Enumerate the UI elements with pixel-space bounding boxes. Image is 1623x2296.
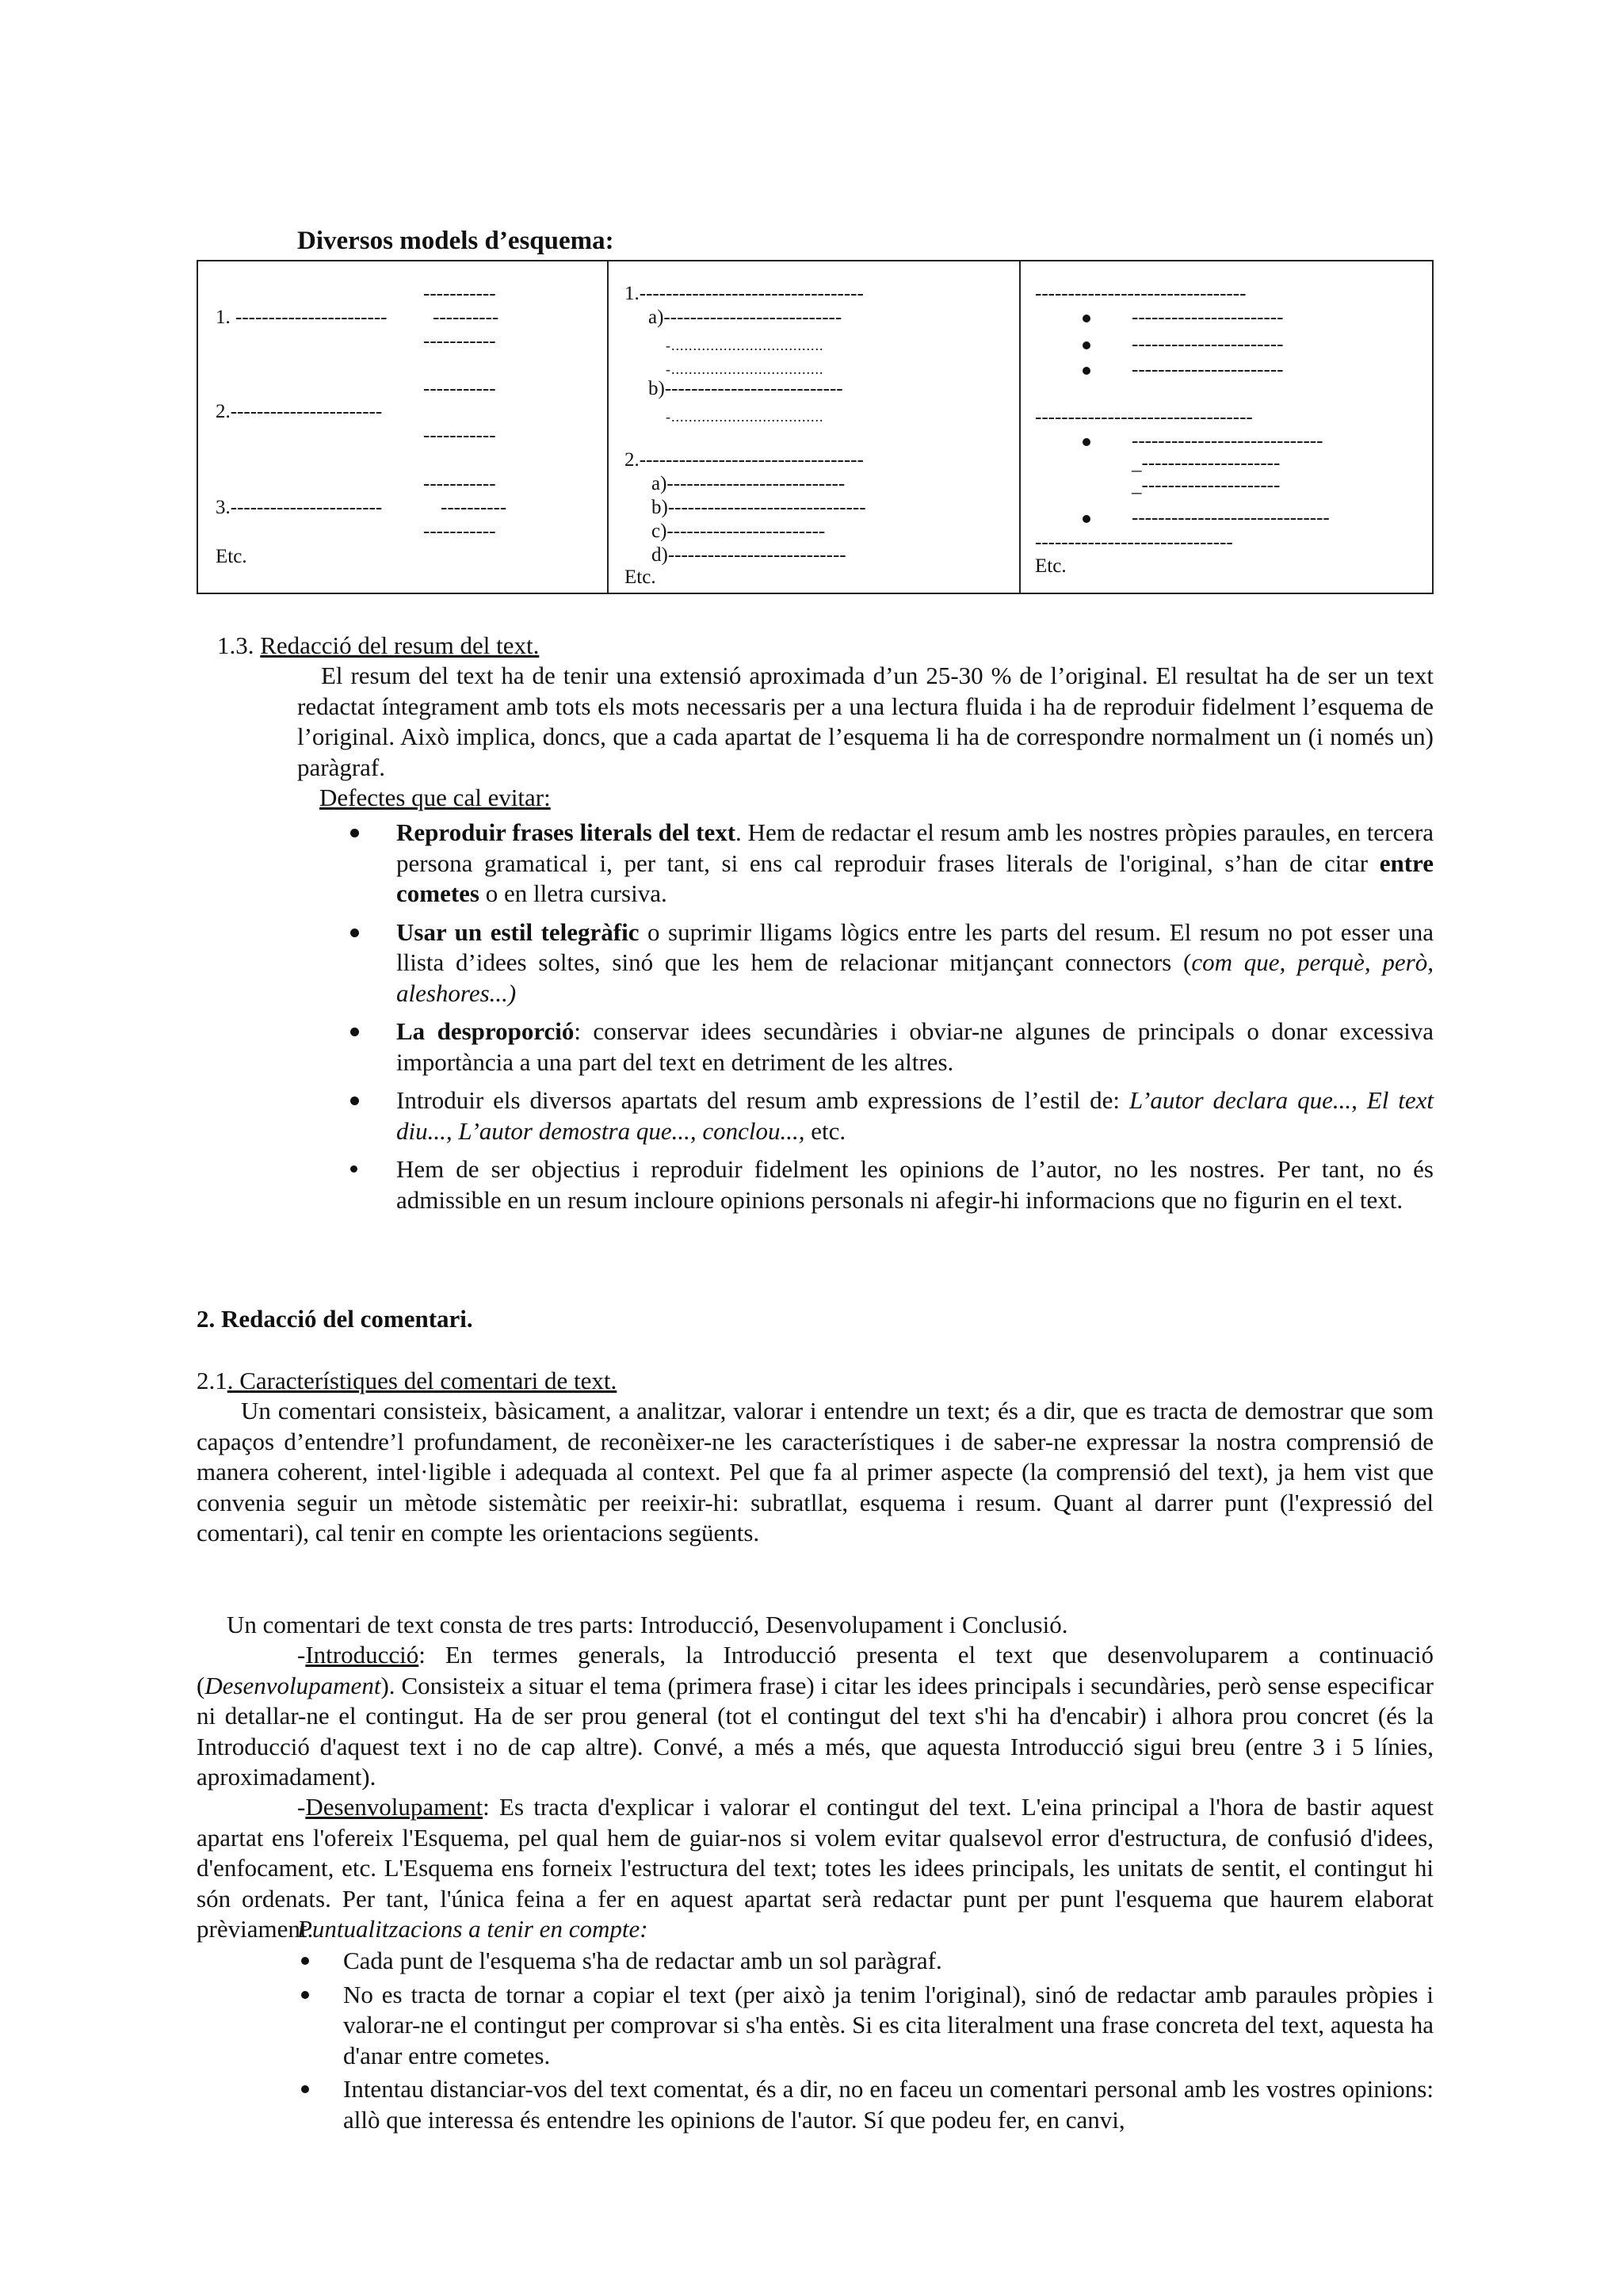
bullet-icon (1083, 367, 1090, 375)
section-2-1-p2: Un comentari de text consta de tres parts: Introducció, Desenvolupament i Conclusió. (227, 1611, 1068, 1638)
bullet-icon (1083, 341, 1090, 349)
section-number: 1.3. (217, 631, 254, 659)
list-item: Reproduir frases literals del text. Hem de redactar el resum amb les nostres pròpies paraules, en tercera persona gramatical i, per tant, si ens cal reproduir frases literals de l'original, s’han de citar entre cometes o en lletra cursiva. (396, 818, 1434, 910)
desenvolupament-paragraph: -Desenvolupament: Es tracta d'explicar i valorar el contingut del text. L'eina principal a l'hora de bastir aquest apartat ens l'ofereix l'Esquema, pel qual hem de guiar-nos si volem evitar qualsevol error d'estructura, de confusió d'idees, d'enfocament, etc. L'Esquema ens forneix l'estructura del text; totes les idees principals, les unitats de sentit, el contingut hi són ordenats. Per tant, l'única feina a fer en aquest apartat serà redactar punt per punt l'esquema que haurem elaborat prèviament. (197, 1793, 1434, 1943)
defects-list (396, 818, 1434, 1215)
bullet-icon (350, 829, 359, 837)
schema-line: ----------------------- (1132, 307, 1284, 328)
schema-line: c)------------------------ (651, 521, 826, 542)
schema-line: ---------- (433, 307, 499, 328)
schema-etc: Etc. (1035, 555, 1067, 577)
bullet-icon (301, 1991, 309, 1999)
schema-etc: Etc. (216, 546, 247, 567)
schema-line: ------------------------------ (1035, 532, 1233, 553)
schema-line: ----------- (423, 330, 496, 352)
list-item: La desproporció: conservar idees secundàries i obviar-ne algunes de principals o donar excessiva importància a una part del text en detriment de les altres. (396, 1016, 1434, 1077)
schema-line: ------------------------------ (1132, 507, 1330, 528)
schema-line: ----------- (423, 521, 496, 542)
list-item: No es tracta de tornar a copiar el text (per això ja tenim l'original), sinó de redactar amb paraules pròpies i valorar-ne el contingut per comprovar si s'ha entès. Si es cita literalment una frase concreta del text, aquesta ha d'anar entre cometes. (343, 1980, 1434, 2072)
schema-line: b)--------------------------- (648, 378, 843, 399)
schema-line: ----------------------- (1132, 334, 1284, 355)
schema-line: 2.----------------------- (216, 401, 383, 422)
section-title: Redacció del resum del text. (260, 631, 540, 659)
schema-line: a)--------------------------- (651, 473, 846, 494)
schema-line: _--------------------- (1132, 475, 1281, 496)
bullet-icon (350, 1097, 359, 1105)
schema-line: ----------- (423, 425, 496, 446)
section-2-title: 2. Redacció del comentari. (197, 1305, 473, 1333)
list-item: Cada punt de l'esquema s'ha de redactar amb un sol paràgraf. (343, 1946, 1434, 1977)
schema-line: _--------------------- (1132, 452, 1281, 474)
schema-line: ----------- (423, 378, 496, 399)
bullet-icon (1083, 438, 1090, 446)
bullet-icon (350, 1028, 359, 1036)
schema-line: b)------------------------------ (651, 497, 866, 518)
section-1-3-intro: El resum del text ha de tenir una extensió aproximada d’un 25-30 % de l’original. El resultat ha de ser un text redactat íntegrament amb tots els mots necessaris per a una lectura fluida i ha de reproduir fidelment l’esquema de l’original. Això implica, doncs, que a cada apartat de l’esquema li ha de correspondre normalment un (i només un) paràgraf. (297, 662, 1434, 781)
bullet-icon (350, 929, 359, 937)
puntualitzacions-title: Puntualitzacions a tenir en compte: (297, 1915, 648, 1943)
defects-title: Defectes que cal evitar: (319, 784, 551, 811)
list-item: Intentau distanciar-vos del text comentat, és a dir, no en faceu un comentari personal amb les vostres opinions: allò que interessa és entendre les opinions de l'autor. Sí que podeu fer, en canvi, (343, 2074, 1434, 2135)
puntualitzacions-list (343, 1946, 1434, 2135)
list-item: Introduir els diversos apartats del resum amb expressions de l’estil de: L’autor declara que..., El text diu..., L’autor demostra que..., conclou..., etc. (396, 1085, 1434, 1146)
schema-table (197, 260, 1434, 594)
schema-line: -................................... (666, 361, 824, 377)
schema-line: ---------- (441, 497, 507, 518)
bullet-icon (301, 2085, 309, 2093)
schema-line: 1.---------------------------------- (624, 283, 864, 304)
schema-line: ----------------------------- (1132, 430, 1323, 452)
bullet-icon (1083, 515, 1090, 523)
schema-line: --------------------------------- (1035, 406, 1253, 428)
schema-line: 3.----------------------- (216, 497, 383, 518)
schema-column-2 (607, 261, 1021, 593)
section-1-3-title (217, 631, 539, 662)
bullet-icon (1083, 315, 1090, 322)
schema-line: d)--------------------------- (651, 544, 846, 566)
schema-line: ----------- (423, 473, 496, 494)
schema-line: -................................... (666, 338, 824, 353)
schema-column-1 (198, 261, 609, 593)
schema-line: ----------------------- (1132, 359, 1284, 380)
schema-line: 1. ----------------------- (216, 307, 388, 328)
bullet-icon (301, 1957, 309, 1965)
schema-line: -................................... (666, 409, 824, 425)
section-2-1-title: 2.1. Característiques del comentari de text. (197, 1367, 617, 1394)
schema-etc: Etc. (624, 566, 656, 588)
schema-line: ----------- (423, 283, 496, 304)
section-2-1-p1: Un comentari consisteix, bàsicament, a analitzar, valorar i entendre un text; és a dir, que es tracta de demostrar que som capaços d’entendre’l profundament, de reconèixer-ne les característiques i de saber-ne expressar la nostra comprensió de manera coherent, intel·ligible i adequada al context. Pel que fa al primer aspecte (la comprensió del text), ja hem vist que convenia seguir un mètode sistemàtic per reeixir-hi: subratllat, esquema i resum. Quant al darrer punt (l'expressió del comentari), cal tenir en compte les orientacions següents. (197, 1397, 1434, 1547)
schema-column-3 (1019, 261, 1432, 593)
introduccio-paragraph: -Introducció: En termes generals, la Introducció presenta el text que desenvoluparem a continuació (Desenvolupament). Consisteix a situar el tema (primera frase) i citar les idees principals i secundàries, però sense especificar ni detallar-ne el contingut. Ha de ser prou general (tot el contingut del text s'hi ha d'encabir) i alhora prou concret (és la Introducció d'aquest text i no de cap altre). Convé, a més a més, que aquesta Introducció sigui breu (entre 3 i 5 línies, aproximadament). (197, 1641, 1434, 1791)
schema-heading: Diversos models d’esquema: (297, 227, 614, 255)
schema-line: -------------------------------- (1035, 283, 1247, 304)
list-item: Usar un estil telegràfic o suprimir lligams lògics entre les parts del resum. El resum no pot esser una llista d’idees soltes, sinó que les hem de relacionar mitjançant connectors (com que, perquè, però, aleshores...) (396, 917, 1434, 1009)
schema-line: a)--------------------------- (648, 307, 842, 328)
schema-line: 2.---------------------------------- (624, 449, 864, 471)
list-item: Hem de ser objectius i reproduir fidelment les opinions de l’autor, no les nostres. Per tant, no és admissible en un resum incloure opinions personals ni afegir-hi informacions que no figurin en el text. (396, 1154, 1434, 1215)
bullet-icon (350, 1165, 357, 1173)
